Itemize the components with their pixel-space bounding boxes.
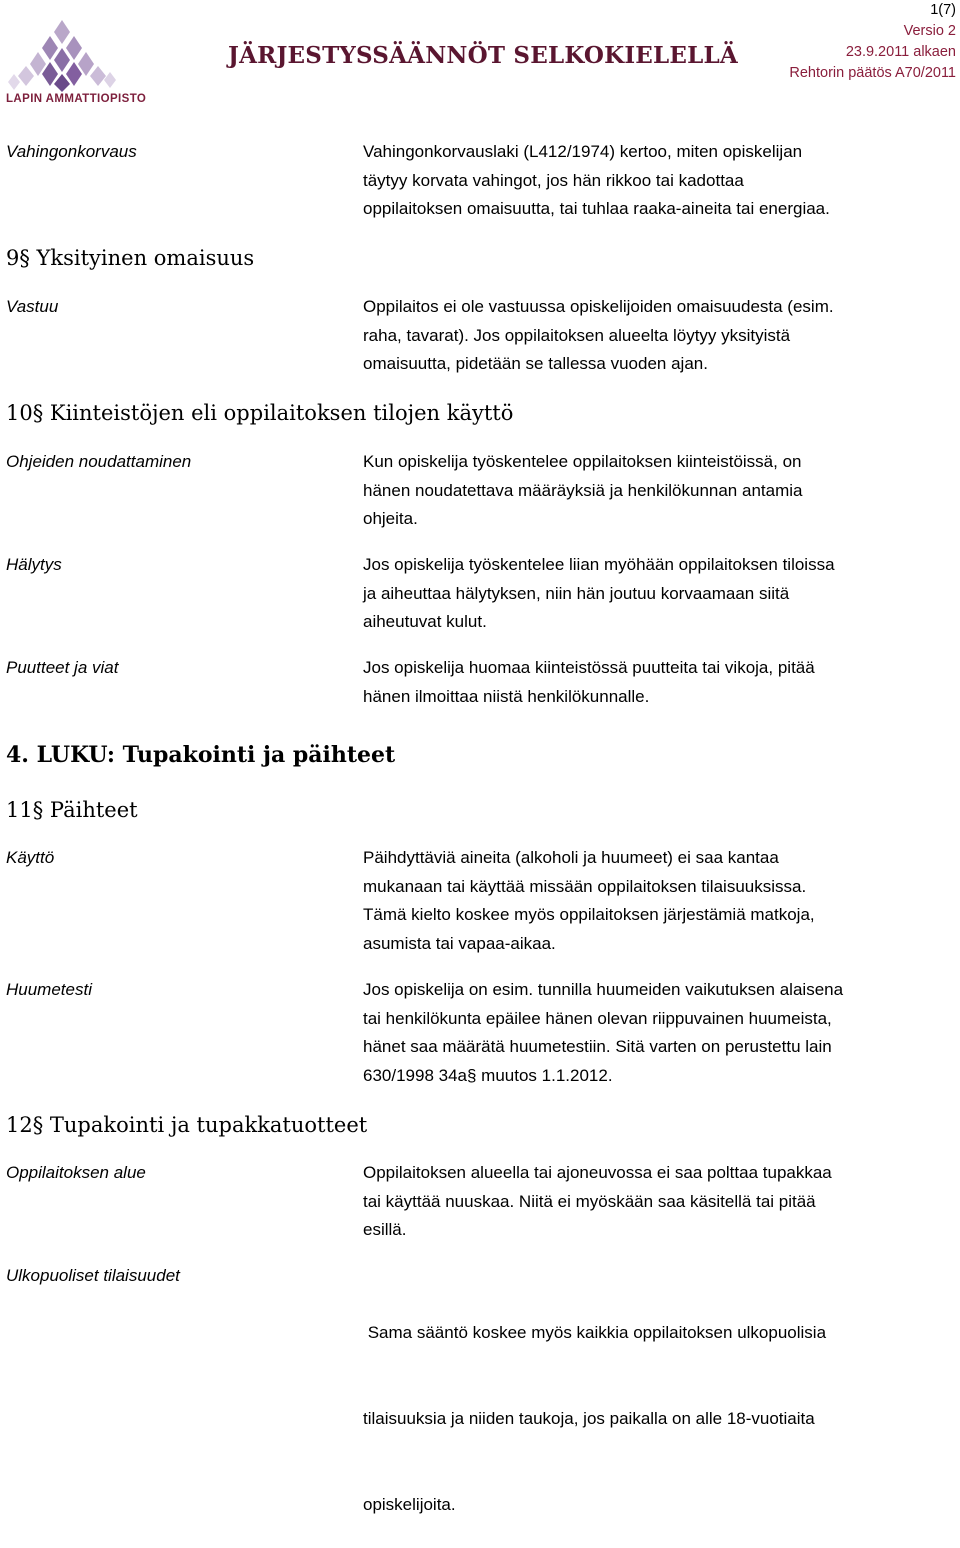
lotus-logo-icon — [4, 14, 164, 94]
desc-line: Sama sääntö koskee myös kaikkia oppilaitoksen ulkopuolisia — [363, 1323, 827, 1343]
section-12-heading: 12§ Tupakointi ja tupakkatuotteet — [6, 1113, 368, 1137]
desc-line: hänet saa määrätä huumetestiin. Sitä varten on perustettu lain — [363, 1037, 832, 1057]
desc-line: Jos opiskelija työskentelee liian myöhään oppilaitoksen tiloissa — [363, 555, 835, 574]
term-halytys: Hälytys — [6, 555, 62, 574]
desc-halytys — [363, 551, 923, 637]
decision-reference: Rehtorin päätös A70/2011 — [789, 65, 956, 81]
desc-line: Kun opiskelija työskentelee oppilaitoksen kiinteistöissä, on — [363, 452, 802, 471]
desc-line: Tämä kielto koskee myös oppilaitoksen järjestämiä matkoja, — [363, 905, 815, 925]
term-oppilaitoksen-alue: Oppilaitoksen alue — [6, 1163, 146, 1182]
desc-line: tilaisuuksia ja niiden taukoja, jos paikalla on alle 18-vuotiaita — [363, 1408, 815, 1428]
desc-ohjeiden-noudattaminen — [363, 448, 923, 534]
desc-line: 630/1998 34a§ muutos 1.1.2012. — [363, 1065, 613, 1085]
desc-line: aiheutuvat kulut. — [363, 612, 487, 632]
term-vastuu: Vastuu — [6, 297, 59, 316]
chapter-4-heading: 4. LUKU: Tupakointi ja päihteet — [6, 742, 396, 768]
desc-puutteet-ja-viat — [363, 654, 923, 711]
desc-oppilaitoksen-alue — [363, 1159, 923, 1245]
desc-line: omaisuutta, pidetään se tallessa vuoden ajan. — [363, 354, 708, 374]
desc-line: Jos opiskelija on esim. tunnilla huumeiden vaikutuksen alaisena — [363, 980, 844, 999]
term-puutteet-ja-viat: Puutteet ja viat — [6, 658, 119, 677]
desc-line: Päihdyttäviä aineita (alkoholi ja huumeet) ei saa kantaa — [363, 848, 779, 867]
section-11-heading: 11§ Päihteet — [6, 798, 138, 822]
desc-line: opiskelijoita. — [363, 1494, 456, 1514]
effective-date: 23.9.2011 alkaen — [845, 44, 956, 60]
desc-line: tai henkilökunta epäilee hänen olevan riippuvainen huumeista, — [363, 1008, 832, 1028]
desc-line: oppilaitoksen omaisuutta, tai tuhlaa raaka-aineita tai energiaa. — [363, 199, 830, 219]
desc-line: ja aiheuttaa hälytyksen, niin hän joutuu korvaamaan siitä — [363, 583, 790, 603]
document-title: JÄRJESTYSSÄÄNNÖT SELKOKIELELLÄ — [228, 42, 738, 69]
term-ulkopuoliset-tilaisuudet: Ulkopuoliset tilaisuudet — [6, 1266, 180, 1285]
desc-line: hänen noudatettava määräyksiä ja henkilökunnan antamia — [363, 480, 803, 500]
desc-vastuu — [363, 293, 923, 379]
desc-line: tai käyttää nuuskaa. Niitä ei myöskään saa käsitellä tai pitää — [363, 1191, 816, 1211]
desc-line: asumista tai vapaa-aikaa. — [363, 933, 556, 953]
desc-line: täytyy korvata vahingot, jos hän rikkoo tai kadottaa — [363, 170, 744, 190]
document-meta — [789, 0, 956, 84]
desc-line: raha, tavarat). Jos oppilaitoksen alueelta löytyy yksityistä — [363, 325, 791, 345]
term-ohjeiden-noudattaminen: Ohjeiden noudattaminen — [6, 452, 192, 471]
page-number: 1(7) — [930, 2, 956, 18]
desc-line: Oppilaitos ei ole vastuussa opiskelijoiden omaisuudesta (esim. — [363, 297, 834, 316]
term-huumetesti: Huumetesti — [6, 980, 92, 999]
section-9-heading: 9§ Yksityinen omaisuus — [6, 246, 255, 270]
desc-kaytto — [363, 844, 923, 958]
desc-line: Vahingonkorvauslaki (L412/1974) kertoo, miten opiskelijan — [363, 142, 803, 161]
desc-line: esillä. — [363, 1220, 407, 1240]
desc-vahingonkorvaus — [363, 138, 923, 224]
desc-line: Jos opiskelija huomaa kiinteistössä puutteita tai vikoja, pitää — [363, 658, 815, 677]
school-logo — [4, 14, 164, 108]
desc-ulkopuoliset-tilaisuudet — [363, 1262, 923, 1548]
desc-line: ohjeita. — [363, 509, 418, 529]
section-10-heading: 10§ Kiinteistöjen eli oppilaitoksen tilojen käyttö — [6, 401, 514, 425]
logo-text: LAPIN AMMATTIOPISTO — [6, 93, 147, 105]
term-kaytto: Käyttö — [6, 848, 55, 867]
term-vahingonkorvaus: Vahingonkorvaus — [6, 142, 137, 161]
version-label: Versio 2 — [903, 23, 956, 39]
desc-line: mukanaan tai käyttää missään oppilaitoksen tilaisuuksissa. — [363, 876, 807, 896]
desc-line: Oppilaitoksen alueella tai ajoneuvossa ei saa polttaa tupakkaa — [363, 1163, 832, 1182]
desc-line: hänen ilmoittaa niistä henkilökunnalle. — [363, 686, 650, 706]
desc-huumetesti — [363, 976, 923, 1090]
